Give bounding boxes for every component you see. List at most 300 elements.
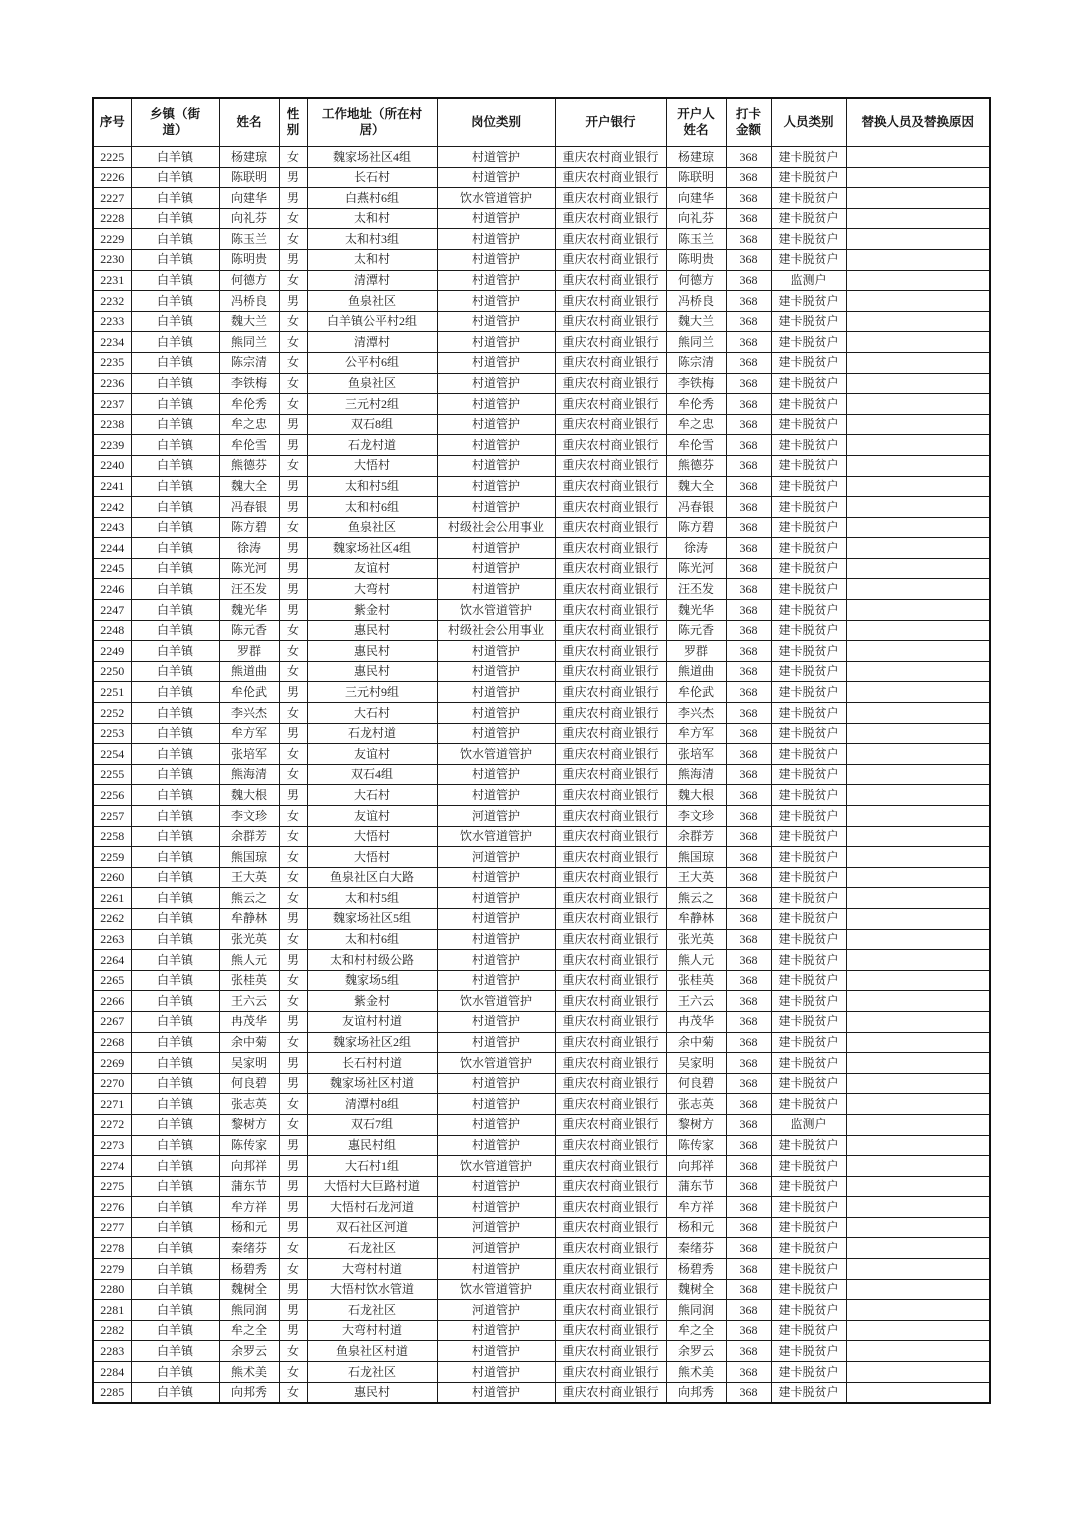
cell-name: 牟静林 [219,908,279,929]
cell-category: 建卡脱贫户 [771,1279,846,1300]
table-row [93,1341,990,1362]
cell-replacement [846,394,990,415]
cell-serial: 2259 [93,847,131,868]
cell-replacement [846,579,990,600]
cell-position: 村级社会公用事业 [437,620,555,641]
cell-gender: 女 [279,703,307,724]
column-header-bank [555,98,666,147]
cell-position: 村道管护 [437,394,555,415]
cell-amount: 368 [726,332,771,353]
cell-category: 监测户 [771,1114,846,1135]
cell-township: 白羊镇 [131,188,219,209]
cell-bank: 重庆农村商业银行 [555,682,666,703]
cell-bank: 重庆农村商业银行 [555,435,666,456]
cell-address: 魏家场社区村道 [307,1073,437,1094]
table-row [93,867,990,888]
cell-replacement [846,558,990,579]
table-row [93,394,990,415]
cell-bank: 重庆农村商业银行 [555,1156,666,1177]
cell-account: 张桂英 [666,970,726,991]
cell-category: 建卡脱贫户 [771,764,846,785]
cell-amount: 368 [726,1135,771,1156]
table-row [93,538,990,559]
cell-serial: 2273 [93,1135,131,1156]
cell-category: 建卡脱贫户 [771,703,846,724]
cell-category: 建卡脱贫户 [771,888,846,909]
cell-gender: 男 [279,1197,307,1218]
cell-replacement [846,373,990,394]
cell-bank: 重庆农村商业银行 [555,147,666,168]
cell-township: 白羊镇 [131,208,219,229]
cell-bank: 重庆农村商业银行 [555,1176,666,1197]
cell-amount: 368 [726,558,771,579]
cell-account: 牟伦雪 [666,435,726,456]
cell-account: 王大英 [666,867,726,888]
cell-account: 牟方军 [666,723,726,744]
cell-amount: 368 [726,167,771,188]
cell-position: 河道管护 [437,806,555,827]
cell-address: 白燕村6组 [307,188,437,209]
cell-category: 建卡脱贫户 [771,600,846,621]
cell-replacement [846,723,990,744]
cell-amount: 368 [726,579,771,600]
cell-amount: 368 [726,147,771,168]
table-row [93,847,990,868]
cell-bank: 重庆农村商业银行 [555,229,666,250]
cell-bank: 重庆农村商业银行 [555,1382,666,1403]
table-row [93,1362,990,1383]
cell-position: 饮水管道管护 [437,1156,555,1177]
table-row [93,888,990,909]
cell-address: 鱼泉社区村道 [307,1341,437,1362]
cell-amount: 368 [726,682,771,703]
cell-position: 村道管护 [437,1114,555,1135]
cell-address: 石龙村道 [307,723,437,744]
cell-bank: 重庆农村商业银行 [555,1362,666,1383]
cell-amount: 368 [726,1176,771,1197]
cell-amount: 368 [726,291,771,312]
cell-address: 石龙村道 [307,435,437,456]
table-row [93,332,990,353]
cell-township: 白羊镇 [131,744,219,765]
cell-account: 张光英 [666,929,726,950]
cell-category: 建卡脱贫户 [771,1341,846,1362]
cell-serial: 2239 [93,435,131,456]
cell-amount: 368 [726,1238,771,1259]
cell-serial: 2249 [93,641,131,662]
cell-position: 饮水管道管护 [437,826,555,847]
cell-position: 村道管护 [437,291,555,312]
cell-serial: 2264 [93,950,131,971]
cell-address: 太和村6组 [307,497,437,518]
cell-category: 建卡脱贫户 [771,208,846,229]
cell-account: 李兴杰 [666,703,726,724]
cell-position: 村道管护 [437,764,555,785]
cell-position: 饮水管道管护 [437,1053,555,1074]
cell-position: 村道管护 [437,888,555,909]
cell-serial: 2226 [93,167,131,188]
cell-category: 监测户 [771,270,846,291]
cell-gender: 女 [279,867,307,888]
cell-account: 余群芳 [666,826,726,847]
cell-township: 白羊镇 [131,888,219,909]
cell-bank: 重庆农村商业银行 [555,744,666,765]
table-row [93,270,990,291]
cell-bank: 重庆农村商业银行 [555,785,666,806]
cell-gender: 男 [279,435,307,456]
cell-address: 魏家场社区4组 [307,147,437,168]
column-header-label: 工作地址（所在村居） [321,106,422,137]
cell-category: 建卡脱贫户 [771,1197,846,1218]
cell-name: 魏树全 [219,1279,279,1300]
cell-replacement [846,455,990,476]
cell-category: 建卡脱贫户 [771,476,846,497]
cell-amount: 368 [726,908,771,929]
cell-account: 冯桥良 [666,291,726,312]
cell-account: 陈玉兰 [666,229,726,250]
table-row [93,1259,990,1280]
cell-serial: 2279 [93,1259,131,1280]
cell-position: 村道管护 [437,970,555,991]
cell-position: 村道管护 [437,1135,555,1156]
cell-serial: 2253 [93,723,131,744]
cell-category: 建卡脱贫户 [771,908,846,929]
cell-category: 建卡脱贫户 [771,167,846,188]
cell-serial: 2238 [93,414,131,435]
cell-category: 建卡脱贫户 [771,806,846,827]
cell-township: 白羊镇 [131,1011,219,1032]
cell-account: 熊同兰 [666,332,726,353]
cell-name: 陈光河 [219,558,279,579]
cell-bank: 重庆农村商业银行 [555,929,666,950]
cell-replacement [846,620,990,641]
cell-replacement [846,785,990,806]
cell-position: 村道管护 [437,929,555,950]
cell-township: 白羊镇 [131,1238,219,1259]
cell-serial: 2225 [93,147,131,168]
cell-name: 向礼芬 [219,208,279,229]
cell-address: 鱼泉社区 [307,291,437,312]
document-page [92,97,989,1404]
cell-name: 牟之全 [219,1320,279,1341]
cell-bank: 重庆农村商业银行 [555,847,666,868]
cell-gender: 男 [279,908,307,929]
cell-gender: 女 [279,826,307,847]
cell-position: 村道管护 [437,703,555,724]
cell-township: 白羊镇 [131,682,219,703]
cell-township: 白羊镇 [131,1032,219,1053]
cell-position: 村道管护 [437,435,555,456]
cell-name: 熊云之 [219,888,279,909]
cell-township: 白羊镇 [131,806,219,827]
cell-amount: 368 [726,806,771,827]
cell-township: 白羊镇 [131,826,219,847]
cell-address: 紫金村 [307,991,437,1012]
cell-replacement [846,476,990,497]
cell-name: 陈明贵 [219,249,279,270]
table-row [93,1300,990,1321]
cell-serial: 2233 [93,311,131,332]
cell-amount: 368 [726,1094,771,1115]
column-header-serial [93,98,131,147]
cell-position: 村道管护 [437,558,555,579]
cell-account: 熊道曲 [666,661,726,682]
cell-township: 白羊镇 [131,970,219,991]
cell-replacement [846,291,990,312]
cell-address: 双石8组 [307,414,437,435]
cell-bank: 重庆农村商业银行 [555,538,666,559]
cell-name: 牟方军 [219,723,279,744]
cell-name: 魏大全 [219,476,279,497]
cell-gender: 男 [279,476,307,497]
cell-amount: 368 [726,1156,771,1177]
cell-account: 熊同润 [666,1300,726,1321]
cell-position: 村道管护 [437,538,555,559]
cell-category: 建卡脱贫户 [771,147,846,168]
cell-address: 鱼泉社区 [307,517,437,538]
table-row [93,1094,990,1115]
cell-serial: 2248 [93,620,131,641]
cell-bank: 重庆农村商业银行 [555,414,666,435]
cell-gender: 女 [279,888,307,909]
cell-account: 牟方祥 [666,1197,726,1218]
cell-township: 白羊镇 [131,558,219,579]
column-header-account [666,98,726,147]
cell-position: 村道管护 [437,867,555,888]
cell-bank: 重庆农村商业银行 [555,600,666,621]
cell-replacement [846,1300,990,1321]
cell-amount: 368 [726,1341,771,1362]
cell-amount: 368 [726,661,771,682]
table-row [93,497,990,518]
cell-replacement [846,1382,990,1403]
cell-position: 河道管护 [437,1217,555,1238]
table-row [93,661,990,682]
cell-account: 魏光华 [666,600,726,621]
table-row [93,1238,990,1259]
cell-gender: 女 [279,229,307,250]
cell-amount: 368 [726,950,771,971]
cell-replacement [846,538,990,559]
cell-serial: 2269 [93,1053,131,1074]
cell-serial: 2283 [93,1341,131,1362]
table-row [93,455,990,476]
table-row [93,785,990,806]
cell-bank: 重庆农村商业银行 [555,661,666,682]
cell-amount: 368 [726,188,771,209]
column-header-label: 开户人姓名 [677,106,715,137]
cell-serial: 2275 [93,1176,131,1197]
cell-serial: 2231 [93,270,131,291]
cell-name: 张志英 [219,1094,279,1115]
table-header [93,98,990,147]
column-header-label: 替换人员及替换原因 [861,114,974,129]
cell-bank: 重庆农村商业银行 [555,1238,666,1259]
cell-name: 张光英 [219,929,279,950]
cell-position: 村道管护 [437,1362,555,1383]
cell-gender: 男 [279,1073,307,1094]
cell-address: 太和村 [307,208,437,229]
cell-gender: 男 [279,1135,307,1156]
table-row [93,908,990,929]
cell-amount: 368 [726,373,771,394]
cell-address: 清潭村8组 [307,1094,437,1115]
cell-township: 白羊镇 [131,1135,219,1156]
cell-name: 陈联明 [219,167,279,188]
cell-position: 村道管护 [437,147,555,168]
cell-gender: 女 [279,352,307,373]
cell-address: 双石7组 [307,1114,437,1135]
column-header-replacement [846,98,990,147]
cell-replacement [846,352,990,373]
column-header-label: 打卡金额 [735,106,761,137]
cell-address: 鱼泉社区白大路 [307,867,437,888]
table-row [93,806,990,827]
cell-name: 李文珍 [219,806,279,827]
cell-amount: 368 [726,744,771,765]
cell-bank: 重庆农村商业银行 [555,620,666,641]
table-row [93,229,990,250]
cell-account: 王六云 [666,991,726,1012]
cell-replacement [846,703,990,724]
cell-serial: 2240 [93,455,131,476]
cell-bank: 重庆农村商业银行 [555,1094,666,1115]
cell-bank: 重庆农村商业银行 [555,950,666,971]
cell-gender: 女 [279,394,307,415]
cell-township: 白羊镇 [131,167,219,188]
cell-position: 村道管护 [437,311,555,332]
cell-amount: 368 [726,352,771,373]
cell-name: 冉茂华 [219,1011,279,1032]
cell-position: 村道管护 [437,1176,555,1197]
cell-bank: 重庆农村商业银行 [555,394,666,415]
cell-address: 友谊村 [307,558,437,579]
cell-position: 村道管护 [437,476,555,497]
cell-address: 太和村 [307,249,437,270]
cell-gender: 男 [279,1217,307,1238]
cell-address: 魏家场5组 [307,970,437,991]
column-header-amount [726,98,771,147]
table-row [93,1382,990,1403]
cell-township: 白羊镇 [131,661,219,682]
cell-serial: 2242 [93,497,131,518]
cell-serial: 2260 [93,867,131,888]
cell-amount: 368 [726,311,771,332]
table-row [93,723,990,744]
cell-township: 白羊镇 [131,620,219,641]
table-row [93,249,990,270]
cell-serial: 2276 [93,1197,131,1218]
cell-address: 长石村村道 [307,1053,437,1074]
cell-replacement [846,229,990,250]
column-header-name [219,98,279,147]
cell-account: 魏树全 [666,1279,726,1300]
cell-account: 牟之全 [666,1320,726,1341]
cell-gender: 女 [279,1382,307,1403]
cell-bank: 重庆农村商业银行 [555,991,666,1012]
cell-category: 建卡脱贫户 [771,1238,846,1259]
cell-gender: 女 [279,620,307,641]
cell-replacement [846,1197,990,1218]
cell-gender: 女 [279,1362,307,1383]
cell-position: 河道管护 [437,1238,555,1259]
cell-address: 双石社区河道 [307,1217,437,1238]
cell-account: 陈方碧 [666,517,726,538]
cell-name: 熊德芬 [219,455,279,476]
cell-township: 白羊镇 [131,764,219,785]
table-row [93,1217,990,1238]
cell-address: 大悟村石龙河道 [307,1197,437,1218]
cell-category: 建卡脱贫户 [771,1259,846,1280]
cell-address: 清潭村 [307,332,437,353]
cell-serial: 2246 [93,579,131,600]
cell-gender: 女 [279,1238,307,1259]
cell-amount: 368 [726,249,771,270]
cell-replacement [846,1362,990,1383]
cell-category: 建卡脱贫户 [771,929,846,950]
cell-replacement [846,497,990,518]
cell-serial: 2244 [93,538,131,559]
cell-township: 白羊镇 [131,600,219,621]
cell-gender: 女 [279,929,307,950]
cell-bank: 重庆农村商业银行 [555,188,666,209]
cell-account: 陈宗清 [666,352,726,373]
cell-account: 张培军 [666,744,726,765]
cell-replacement [846,888,990,909]
cell-gender: 男 [279,1053,307,1074]
cell-township: 白羊镇 [131,455,219,476]
cell-gender: 女 [279,147,307,168]
cell-gender: 男 [279,291,307,312]
cell-category: 建卡脱贫户 [771,1073,846,1094]
cell-account: 熊云之 [666,888,726,909]
cell-township: 白羊镇 [131,249,219,270]
table-row [93,373,990,394]
cell-serial: 2241 [93,476,131,497]
cell-position: 村道管护 [437,1032,555,1053]
cell-name: 余群芳 [219,826,279,847]
cell-serial: 2234 [93,332,131,353]
cell-bank: 重庆农村商业银行 [555,517,666,538]
cell-bank: 重庆农村商业银行 [555,291,666,312]
cell-account: 张志英 [666,1094,726,1115]
cell-gender: 男 [279,1176,307,1197]
cell-township: 白羊镇 [131,270,219,291]
table-row [93,991,990,1012]
cell-amount: 368 [726,1279,771,1300]
cell-amount: 368 [726,1073,771,1094]
cell-account: 牟之忠 [666,414,726,435]
cell-name: 杨建琼 [219,147,279,168]
cell-amount: 368 [726,208,771,229]
cell-amount: 368 [726,991,771,1012]
cell-township: 白羊镇 [131,229,219,250]
cell-township: 白羊镇 [131,929,219,950]
cell-bank: 重庆农村商业银行 [555,1279,666,1300]
cell-gender: 女 [279,641,307,662]
table-row [93,703,990,724]
cell-category: 建卡脱贫户 [771,435,846,456]
cell-name: 秦绪芬 [219,1238,279,1259]
column-header-label: 姓名 [236,114,262,129]
cell-gender: 女 [279,208,307,229]
cell-position: 村道管护 [437,1073,555,1094]
cell-township: 白羊镇 [131,1259,219,1280]
cell-gender: 女 [279,1114,307,1135]
cell-name: 熊人元 [219,950,279,971]
cell-account: 熊术美 [666,1362,726,1383]
cell-gender: 女 [279,1259,307,1280]
